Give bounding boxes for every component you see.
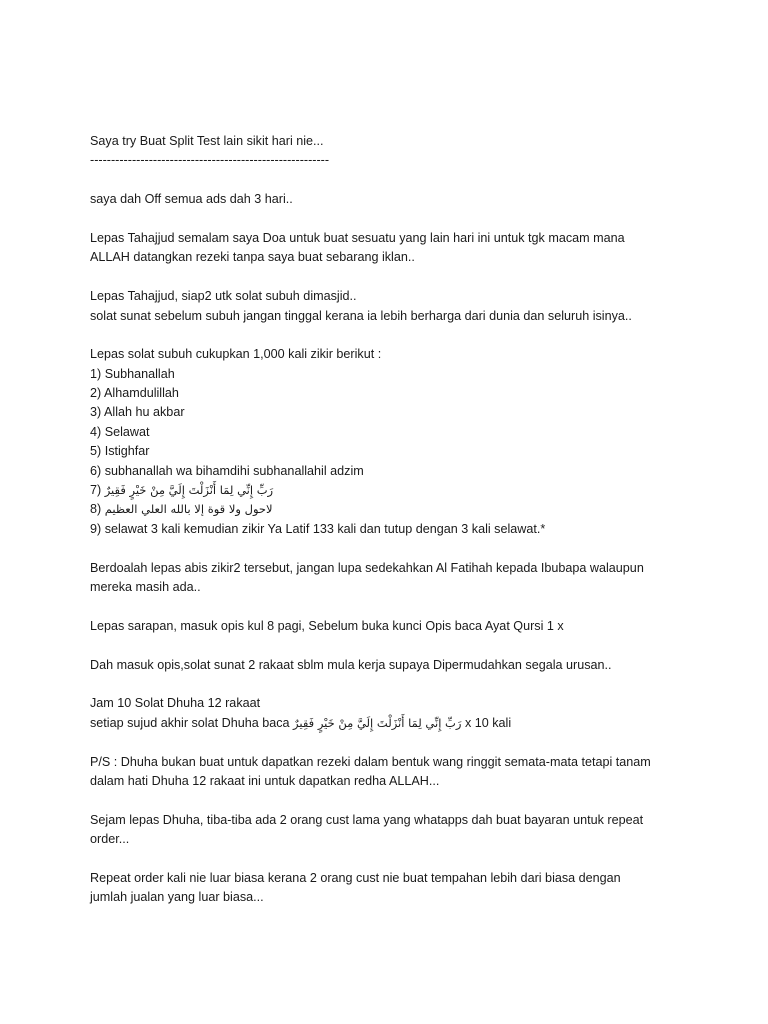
paragraph-dhuha-line-2 [90,714,690,733]
zikir-7-number: 7) [90,483,102,498]
document-body [90,132,690,908]
paragraph-sejam-line-1: Sejam lepas Dhuha, tiba-tiba ada 2 orang cust lama yang whatapps dah buat bayaran untuk repeat [90,812,644,827]
paragraph-ads: saya dah Off semua ads dah 3 hari.. [90,192,293,207]
zikir-intro: Lepas solat subuh cukupkan 1,000 kali zikir berikut : [90,347,382,362]
paragraph-berdoa-line-2: mereka masih ada.. [90,579,201,594]
paragraph-opis: Dah masuk opis,solat sunat 2 rakaat sblm mula kerja supaya Dipermudahkan segala urusan.. [90,657,612,672]
zikir-list-item-9: 9) selawat 3 kali kemudian zikir Ya Latif 133 kali dan tutup dengan 3 kali selawat.* [90,521,546,536]
paragraph-dhuha-line-1: Jam 10 Solat Dhuha 12 rakaat [90,696,261,711]
paragraph-tahajjud-line-2: ALLAH datangkan rezeki tanpa saya buat sebarang iklan.. [90,250,415,265]
zikir-list-item: 2) Alhamdulillah [90,386,179,401]
zikir-list-item: 1) Subhanallah [90,366,175,381]
document-title: Saya try Buat Split Test lain sikit hari nie... [90,134,324,148]
zikir-8-arabic-text: لاحول ولا قوة إلا بالله العلي العظيم [104,502,273,517]
zikir-list-item: 6) subhanallah wa bihamdihi subhanallahil adzim [90,463,364,478]
zikir-7-arabic-text: رَبِّ إِنِّي لِمَا أَنْزَلْتَ إِلَيَّ مِنْ خَيْرٍ فَقِيرٌ [104,483,274,498]
zikir-8-number: 8) [90,502,102,517]
paragraph-repeat-line-1: Repeat order kali nie luar biasa kerana 2 orang cust nie buat tempahan lebih dari biasa dengan [90,870,621,885]
paragraph-repeat-line-2: jumlah jualan yang luar biasa... [90,890,264,905]
paragraph-tahajjud-line-1: Lepas Tahajjud semalam saya Doa untuk buat sesuatu yang lain hari ini untuk tgk macam mana [90,230,625,245]
zikir-list-item: 4) Selawat [90,424,150,439]
paragraph-subuh-line-2: solat sunat sebelum subuh jangan tinggal kerana ia lebih berharga dari dunia dan seluruh isinya.. [90,308,632,323]
paragraph-sejam-line-2: order... [90,832,130,847]
zikir-list-item-7 [90,481,690,500]
divider-line: --------------------------------------------------------- [90,153,330,168]
paragraph-berdoa-line-1: Berdoalah lepas abis zikir2 tersebut, jangan lupa sedekahkan Al Fatihah kepada Ibubapa walaupun [90,560,644,575]
dhuha-prefix-text: setiap sujud akhir solat Dhuha baca [90,715,294,730]
zikir-list-item: 3) Allah hu akbar [90,405,185,420]
paragraph-ps-line-2: dalam hati Dhuha 12 rakaat ini untuk dapatkan redha ALLAH... [90,773,440,788]
dhuha-suffix-text: x 10 kali [464,715,512,730]
zikir-list-item: 5) Istighfar [90,444,150,459]
paragraph-sarapan: Lepas sarapan, masuk opis kul 8 pagi, Sebelum buka kunci Opis baca Ayat Qursi 1 x [90,618,564,633]
paragraph-subuh-line-1: Lepas Tahajjud, siap2 utk solat subuh dimasjid.. [90,289,357,304]
dhuha-arabic-text: رَبِّ إِنِّي لِمَا أَنْزَلْتَ إِلَيَّ مِنْ خَيْرٍ فَقِيرٌ [293,715,462,730]
zikir-list-item-8 [90,500,690,519]
paragraph-ps-line-1: P/S : Dhuha bukan buat untuk dapatkan rezeki dalam bentuk wang ringgit semata-mata tetapi tanam [90,754,651,769]
